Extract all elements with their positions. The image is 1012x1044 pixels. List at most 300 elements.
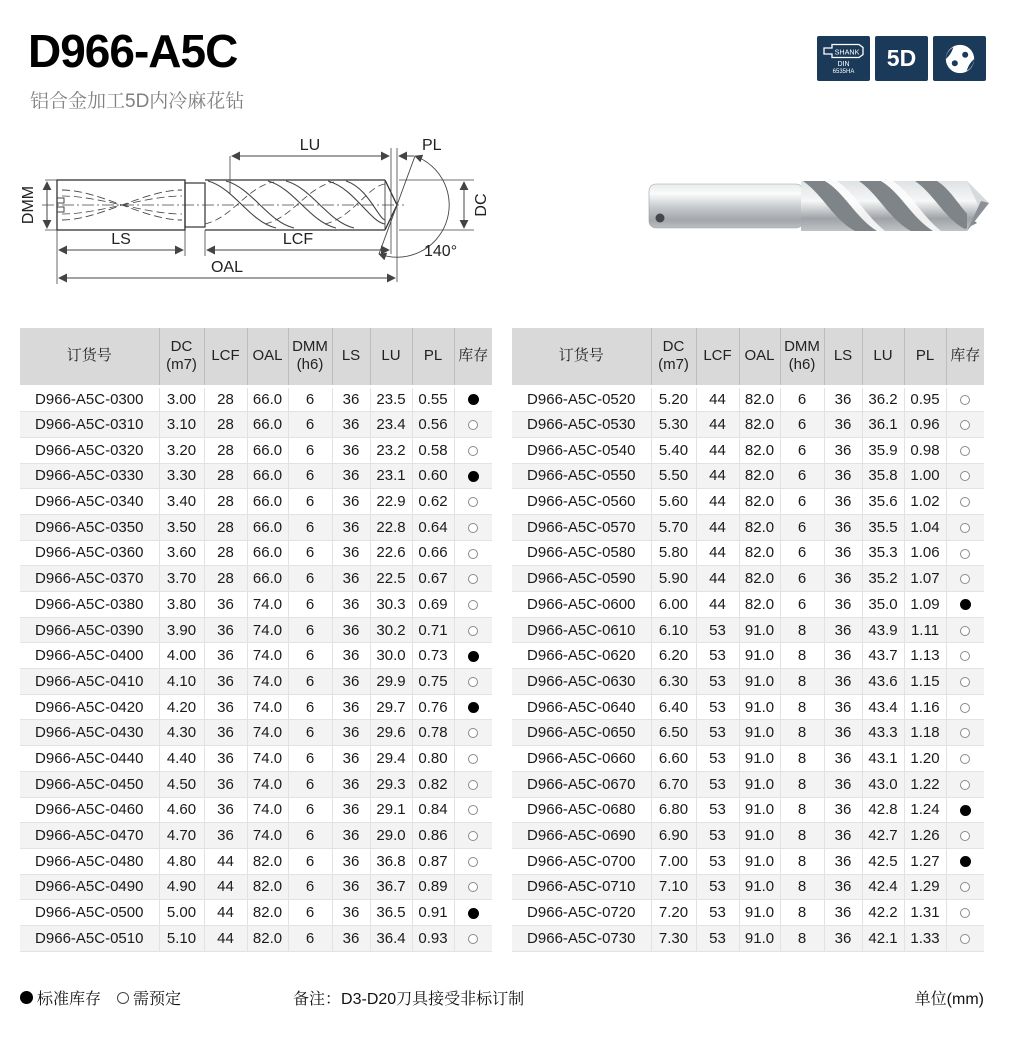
cell-code: D966-A5C-0300 xyxy=(20,386,159,412)
pre-order-icon xyxy=(468,420,478,430)
cell-stock xyxy=(454,617,492,643)
table-row xyxy=(512,848,984,874)
cell-stock xyxy=(946,900,984,926)
table-row xyxy=(512,540,984,566)
cell-pl: 1.07 xyxy=(904,566,946,592)
cell-dmm: 6 xyxy=(288,566,332,592)
cell-dc: 5.90 xyxy=(651,566,696,592)
col-header-pl: PL xyxy=(904,328,946,386)
pre-order-icon xyxy=(468,523,478,533)
cell-dc: 6.00 xyxy=(651,592,696,618)
cell-ls: 36 xyxy=(332,437,370,463)
cell-lu: 36.5 xyxy=(370,900,412,926)
cell-oal: 66.0 xyxy=(247,386,288,412)
cell-pl: 0.89 xyxy=(412,874,454,900)
pre-order-icon xyxy=(960,446,970,456)
cell-lu: 23.5 xyxy=(370,386,412,412)
cell-ls: 36 xyxy=(332,540,370,566)
cell-dmm: 8 xyxy=(780,694,824,720)
cell-code: D966-A5C-0570 xyxy=(512,514,651,540)
cell-oal: 82.0 xyxy=(739,514,780,540)
cell-lu: 29.1 xyxy=(370,797,412,823)
header-row xyxy=(512,328,984,386)
spec-table-right xyxy=(512,328,984,952)
cell-stock xyxy=(454,412,492,438)
table-row xyxy=(20,900,492,926)
cell-lcf: 53 xyxy=(696,617,739,643)
pre-order-icon xyxy=(960,574,970,584)
cell-stock xyxy=(454,746,492,772)
cell-dmm: 6 xyxy=(288,925,332,951)
table-row xyxy=(20,463,492,489)
cell-dmm: 8 xyxy=(780,771,824,797)
cell-dmm: 6 xyxy=(288,437,332,463)
cell-code: D966-A5C-0530 xyxy=(512,412,651,438)
cell-code: D966-A5C-0370 xyxy=(20,566,159,592)
cell-ls: 36 xyxy=(332,823,370,849)
table-row xyxy=(512,412,984,438)
cell-lcf: 44 xyxy=(696,437,739,463)
dc-label: DC xyxy=(473,193,491,217)
length-ratio-badge: 5D xyxy=(875,36,928,81)
cell-ls: 36 xyxy=(824,925,862,951)
cell-stock xyxy=(454,848,492,874)
cell-lcf: 53 xyxy=(696,694,739,720)
cell-dmm: 6 xyxy=(780,592,824,618)
cell-code: D966-A5C-0700 xyxy=(512,848,651,874)
cell-pl: 0.60 xyxy=(412,463,454,489)
stock-legend xyxy=(20,986,193,1009)
cell-dc: 4.60 xyxy=(159,797,204,823)
cell-lcf: 36 xyxy=(204,592,247,618)
cell-stock xyxy=(454,386,492,412)
pre-order-icon xyxy=(960,549,970,559)
table-row xyxy=(512,514,984,540)
cell-dc: 3.60 xyxy=(159,540,204,566)
table-row xyxy=(20,514,492,540)
cell-lcf: 44 xyxy=(696,463,739,489)
spec-tables xyxy=(20,328,984,952)
cell-stock xyxy=(946,540,984,566)
cell-pl: 0.71 xyxy=(412,617,454,643)
cell-code: D966-A5C-0560 xyxy=(512,489,651,515)
table-row xyxy=(512,489,984,515)
cell-ls: 36 xyxy=(332,592,370,618)
cell-pl: 0.69 xyxy=(412,592,454,618)
cell-ls: 36 xyxy=(332,746,370,772)
cell-lcf: 53 xyxy=(696,643,739,669)
cell-oal: 66.0 xyxy=(247,540,288,566)
din-standard-label: DIN xyxy=(837,61,850,68)
cell-lu: 43.6 xyxy=(862,669,904,695)
cell-code: D966-A5C-0620 xyxy=(512,643,651,669)
table-row xyxy=(20,540,492,566)
cell-oal: 91.0 xyxy=(739,874,780,900)
pre-order-icon xyxy=(468,805,478,815)
cell-lu: 35.8 xyxy=(862,463,904,489)
table-row xyxy=(20,720,492,746)
cell-pl: 0.80 xyxy=(412,746,454,772)
cell-stock xyxy=(454,925,492,951)
cell-lcf: 53 xyxy=(696,797,739,823)
cell-stock xyxy=(946,925,984,951)
cell-code: D966-A5C-0670 xyxy=(512,771,651,797)
pre-order-icon xyxy=(468,600,478,610)
cell-stock xyxy=(454,797,492,823)
table-row xyxy=(512,925,984,951)
cell-oal: 74.0 xyxy=(247,720,288,746)
cell-stock xyxy=(454,720,492,746)
cell-pl: 0.67 xyxy=(412,566,454,592)
cell-dc: 4.80 xyxy=(159,848,204,874)
cell-stock xyxy=(946,592,984,618)
cell-oal: 91.0 xyxy=(739,720,780,746)
cell-oal: 74.0 xyxy=(247,823,288,849)
col-header-stock: 库存 xyxy=(454,328,492,386)
cell-pl: 0.75 xyxy=(412,669,454,695)
cell-oal: 91.0 xyxy=(739,925,780,951)
table-row xyxy=(20,386,492,412)
page-footer xyxy=(20,986,984,1009)
cell-code: D966-A5C-0680 xyxy=(512,797,651,823)
cell-stock xyxy=(454,694,492,720)
cell-lu: 22.8 xyxy=(370,514,412,540)
cell-lu: 43.9 xyxy=(862,617,904,643)
col-header-dc: DC (m7) xyxy=(159,328,204,386)
cell-code: D966-A5C-0400 xyxy=(20,643,159,669)
cell-code: D966-A5C-0350 xyxy=(20,514,159,540)
cell-pl: 1.29 xyxy=(904,874,946,900)
pre-order-icon xyxy=(468,446,478,456)
cell-dmm: 6 xyxy=(288,514,332,540)
cell-lcf: 36 xyxy=(204,823,247,849)
in-stock-icon xyxy=(960,599,971,610)
table-row xyxy=(20,874,492,900)
cell-dmm: 6 xyxy=(780,386,824,412)
pre-order-icon xyxy=(960,780,970,790)
pre-order-icon xyxy=(960,626,970,636)
cell-code: D966-A5C-0410 xyxy=(20,669,159,695)
cell-dc: 4.90 xyxy=(159,874,204,900)
cell-lu: 42.5 xyxy=(862,848,904,874)
cell-pl: 0.76 xyxy=(412,694,454,720)
cell-lcf: 53 xyxy=(696,823,739,849)
cell-oal: 82.0 xyxy=(739,386,780,412)
cell-code: D966-A5C-0660 xyxy=(512,746,651,772)
cell-dc: 4.40 xyxy=(159,746,204,772)
cell-lu: 43.0 xyxy=(862,771,904,797)
cell-lcf: 44 xyxy=(696,566,739,592)
cell-pl: 0.78 xyxy=(412,720,454,746)
cell-pl: 0.86 xyxy=(412,823,454,849)
cell-pl: 0.73 xyxy=(412,643,454,669)
in-stock-icon xyxy=(468,908,479,919)
cell-dc: 3.10 xyxy=(159,412,204,438)
cell-code: D966-A5C-0520 xyxy=(512,386,651,412)
table-row xyxy=(512,900,984,926)
cell-code: D966-A5C-0630 xyxy=(512,669,651,695)
pre-order-icon xyxy=(960,471,970,481)
cell-lu: 42.4 xyxy=(862,874,904,900)
cell-lcf: 53 xyxy=(696,669,739,695)
cell-ls: 36 xyxy=(824,643,862,669)
cell-dc: 4.30 xyxy=(159,720,204,746)
cell-pl: 0.96 xyxy=(904,412,946,438)
cell-oal: 91.0 xyxy=(739,848,780,874)
cell-stock xyxy=(946,797,984,823)
cell-ls: 36 xyxy=(824,514,862,540)
cell-dc: 6.30 xyxy=(651,669,696,695)
cell-code: D966-A5C-0720 xyxy=(512,900,651,926)
cell-ls: 36 xyxy=(824,489,862,515)
in-stock-icon xyxy=(468,394,479,405)
cell-dc: 6.50 xyxy=(651,720,696,746)
table-row xyxy=(20,669,492,695)
cell-dmm: 6 xyxy=(780,412,824,438)
cell-ls: 36 xyxy=(332,566,370,592)
cell-pl: 1.27 xyxy=(904,848,946,874)
shank-icon xyxy=(822,41,866,61)
pre-order-legend-icon xyxy=(117,992,129,1004)
page-subtitle: 铝合金加工5D内冷麻花钻 xyxy=(30,91,245,112)
cell-lu: 35.3 xyxy=(862,540,904,566)
cell-lcf: 36 xyxy=(204,797,247,823)
cell-lcf: 53 xyxy=(696,720,739,746)
in-stock-icon xyxy=(468,651,479,662)
cell-stock xyxy=(946,643,984,669)
cell-pl: 0.58 xyxy=(412,437,454,463)
cell-dmm: 6 xyxy=(288,900,332,926)
cell-dmm: 6 xyxy=(288,694,332,720)
cell-lu: 22.6 xyxy=(370,540,412,566)
cell-code: D966-A5C-0710 xyxy=(512,874,651,900)
cell-dc: 6.70 xyxy=(651,771,696,797)
cell-code: D966-A5C-0640 xyxy=(512,694,651,720)
cell-lu: 42.2 xyxy=(862,900,904,926)
cell-lu: 42.1 xyxy=(862,925,904,951)
cell-dc: 5.00 xyxy=(159,900,204,926)
cell-dmm: 6 xyxy=(288,797,332,823)
cell-ls: 36 xyxy=(332,643,370,669)
cell-lcf: 44 xyxy=(696,514,739,540)
cell-ls: 36 xyxy=(332,797,370,823)
pre-order-icon xyxy=(468,780,478,790)
cell-stock xyxy=(454,566,492,592)
cell-code: D966-A5C-0580 xyxy=(512,540,651,566)
cell-lu: 43.4 xyxy=(862,694,904,720)
table-row xyxy=(512,694,984,720)
cell-oal: 91.0 xyxy=(739,797,780,823)
cell-code: D966-A5C-0430 xyxy=(20,720,159,746)
cell-lu: 43.1 xyxy=(862,746,904,772)
cell-dc: 7.20 xyxy=(651,900,696,926)
cell-oal: 74.0 xyxy=(247,643,288,669)
cell-dmm: 8 xyxy=(780,643,824,669)
pre-order-icon xyxy=(468,934,478,944)
pre-order-icon xyxy=(960,651,970,661)
pre-order-icon xyxy=(960,703,970,713)
cell-lu: 35.9 xyxy=(862,437,904,463)
cell-lcf: 28 xyxy=(204,412,247,438)
lu-label: LU xyxy=(299,137,321,154)
ls-label: LS xyxy=(111,231,131,248)
cell-lu: 35.0 xyxy=(862,592,904,618)
table-row xyxy=(512,463,984,489)
cell-oal: 91.0 xyxy=(739,823,780,849)
cell-lcf: 44 xyxy=(204,900,247,926)
cell-ls: 36 xyxy=(332,720,370,746)
cell-stock xyxy=(946,489,984,515)
cell-ls: 36 xyxy=(824,694,862,720)
cell-oal: 66.0 xyxy=(247,489,288,515)
cell-lcf: 53 xyxy=(696,900,739,926)
cell-stock xyxy=(454,874,492,900)
cell-dc: 5.40 xyxy=(651,437,696,463)
pre-order-icon xyxy=(468,728,478,738)
cell-pl: 1.26 xyxy=(904,823,946,849)
cell-stock xyxy=(946,746,984,772)
drill-point-icon xyxy=(943,42,977,76)
cell-stock xyxy=(454,900,492,926)
cell-lu: 30.0 xyxy=(370,643,412,669)
cell-stock xyxy=(946,386,984,412)
cell-dc: 6.80 xyxy=(651,797,696,823)
cell-lcf: 44 xyxy=(696,540,739,566)
table-row xyxy=(20,489,492,515)
cell-stock xyxy=(454,463,492,489)
cell-dc: 5.20 xyxy=(651,386,696,412)
cell-stock xyxy=(946,437,984,463)
cell-stock xyxy=(946,669,984,695)
dmm-label: DMM xyxy=(20,185,38,225)
table-row xyxy=(512,437,984,463)
cell-pl: 1.04 xyxy=(904,514,946,540)
cell-dmm: 6 xyxy=(288,874,332,900)
pl-label: PL xyxy=(422,137,442,154)
cell-dc: 6.90 xyxy=(651,823,696,849)
cell-oal: 91.0 xyxy=(739,900,780,926)
cell-stock xyxy=(454,643,492,669)
pre-order-icon xyxy=(468,549,478,559)
cell-pl: 1.15 xyxy=(904,669,946,695)
cell-ls: 36 xyxy=(824,463,862,489)
in-stock-legend-label: 标准库存 xyxy=(37,991,102,1008)
cell-lcf: 36 xyxy=(204,720,247,746)
cell-lcf: 44 xyxy=(204,848,247,874)
cell-ls: 36 xyxy=(332,617,370,643)
cell-lcf: 36 xyxy=(204,694,247,720)
cell-ls: 36 xyxy=(824,797,862,823)
cell-dmm: 8 xyxy=(780,746,824,772)
badge-group xyxy=(817,36,986,81)
pre-order-icon xyxy=(960,677,970,687)
cell-dmm: 6 xyxy=(288,412,332,438)
cell-dc: 7.00 xyxy=(651,848,696,874)
pre-order-icon xyxy=(468,831,478,841)
cell-code: D966-A5C-0390 xyxy=(20,617,159,643)
cell-code: D966-A5C-0310 xyxy=(20,412,159,438)
cell-ls: 36 xyxy=(824,874,862,900)
cell-pl: 1.16 xyxy=(904,694,946,720)
cell-lcf: 28 xyxy=(204,489,247,515)
table-row xyxy=(20,925,492,951)
col-header-lu: LU xyxy=(862,328,904,386)
cell-lcf: 36 xyxy=(204,771,247,797)
cell-lu: 35.6 xyxy=(862,489,904,515)
dimension-diagram xyxy=(12,136,507,294)
cell-dmm: 6 xyxy=(288,669,332,695)
in-stock-icon xyxy=(960,805,971,816)
table-row xyxy=(512,771,984,797)
cell-lu: 43.7 xyxy=(862,643,904,669)
col-header-oal: OAL xyxy=(739,328,780,386)
cell-stock xyxy=(946,771,984,797)
cell-lcf: 53 xyxy=(696,746,739,772)
cell-ls: 36 xyxy=(332,489,370,515)
cell-dc: 3.40 xyxy=(159,489,204,515)
pre-order-icon xyxy=(960,395,970,405)
cell-ls: 36 xyxy=(824,386,862,412)
cell-pl: 1.22 xyxy=(904,771,946,797)
table-row xyxy=(20,617,492,643)
cell-oal: 74.0 xyxy=(247,694,288,720)
col-header-stock: 库存 xyxy=(946,328,984,386)
cell-pl: 1.11 xyxy=(904,617,946,643)
cell-pl: 0.93 xyxy=(412,925,454,951)
pre-order-icon xyxy=(468,882,478,892)
shank-din-badge xyxy=(817,36,870,81)
cell-code: D966-A5C-0380 xyxy=(20,592,159,618)
pre-order-icon xyxy=(960,497,970,507)
cell-dc: 4.00 xyxy=(159,643,204,669)
cell-ls: 36 xyxy=(332,412,370,438)
cell-ls: 36 xyxy=(824,771,862,797)
cell-pl: 0.91 xyxy=(412,900,454,926)
cell-stock xyxy=(946,566,984,592)
cell-lcf: 28 xyxy=(204,514,247,540)
cell-stock xyxy=(454,540,492,566)
cell-stock xyxy=(454,592,492,618)
cell-dc: 6.20 xyxy=(651,643,696,669)
cell-lu: 36.4 xyxy=(370,925,412,951)
cell-code: D966-A5C-0480 xyxy=(20,848,159,874)
cell-dc: 6.60 xyxy=(651,746,696,772)
cell-lcf: 44 xyxy=(696,592,739,618)
cell-code: D966-A5C-0600 xyxy=(512,592,651,618)
table-row xyxy=(512,617,984,643)
table-row xyxy=(20,823,492,849)
table-row xyxy=(512,669,984,695)
in-stock-legend-icon xyxy=(20,991,33,1004)
cell-lcf: 44 xyxy=(696,386,739,412)
cell-stock xyxy=(946,848,984,874)
col-header-dmm: DMM (h6) xyxy=(780,328,824,386)
pre-order-icon xyxy=(468,754,478,764)
spec-table-left xyxy=(20,328,492,952)
cell-dc: 3.20 xyxy=(159,437,204,463)
cell-ls: 36 xyxy=(824,848,862,874)
cell-oal: 66.0 xyxy=(247,463,288,489)
cell-pl: 1.18 xyxy=(904,720,946,746)
cell-dmm: 6 xyxy=(288,592,332,618)
table-row xyxy=(512,643,984,669)
cell-stock xyxy=(454,823,492,849)
pre-order-icon xyxy=(960,831,970,841)
cell-pl: 1.20 xyxy=(904,746,946,772)
cell-dmm: 6 xyxy=(780,514,824,540)
cell-dc: 7.30 xyxy=(651,925,696,951)
cell-lu: 23.2 xyxy=(370,437,412,463)
